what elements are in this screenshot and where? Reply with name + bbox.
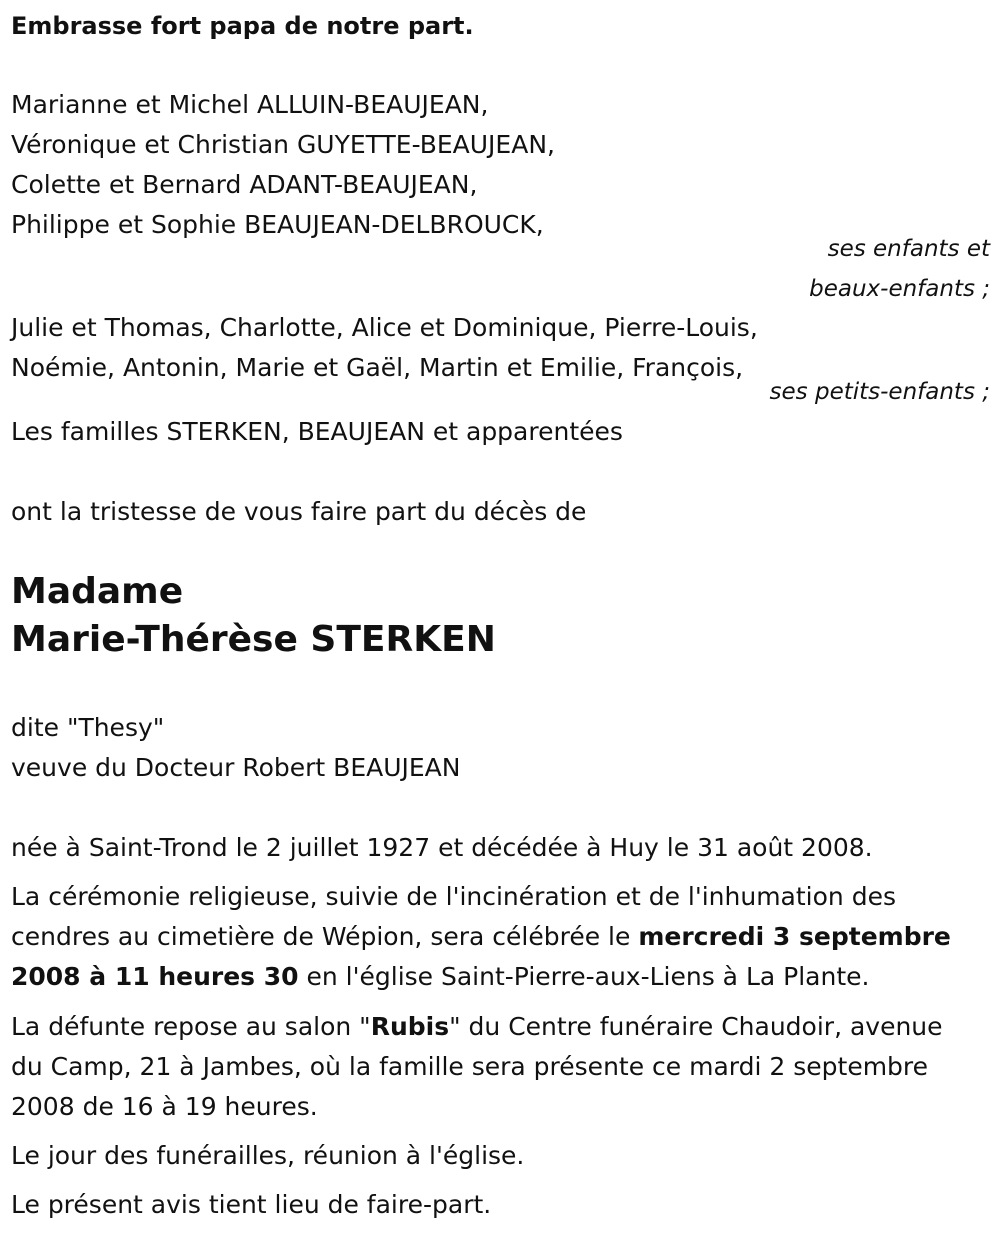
viewing-line: du Camp, 21 à Jambes, où la famille sera présente ce mardi 2 septembre xyxy=(11,1052,929,1081)
grandchildren-role: ses petits-enfants ; xyxy=(769,379,990,405)
meeting-line: Le jour des funérailles, réunion à l'église. xyxy=(11,1141,525,1170)
child-line: Véronique et Christian GUYETTE-BEAUJEAN, xyxy=(11,130,555,159)
deceased-name: Marie-Thérèse STERKEN xyxy=(11,619,496,660)
announcement-line: ont la tristesse de vous faire part du décès de xyxy=(11,497,587,526)
widow-line: veuve du Docteur Robert BEAUJEAN xyxy=(11,753,461,782)
deceased-title: Madame xyxy=(11,571,184,612)
ceremony-line xyxy=(11,961,869,993)
child-line: Colette et Bernard ADANT-BEAUJEAN, xyxy=(11,170,478,199)
viewing-text: La défunte repose au salon " xyxy=(11,1012,371,1041)
children-role: ses enfants et xyxy=(827,236,990,262)
child-line: Philippe et Sophie BEAUJEAN-DELBROUCK, xyxy=(11,210,544,239)
birth-death-line: née à Saint-Trond le 2 juillet 1927 et décédée à Huy le 31 août 2008. xyxy=(11,833,873,862)
viewing-text: " du Centre funéraire Chaudoir, avenue xyxy=(449,1012,943,1041)
closing-line: Le présent avis tient lieu de faire-part. xyxy=(11,1190,492,1219)
ceremony-line xyxy=(11,921,951,953)
ceremony-text: cendres au cimetière de Wépion, sera célébrée le xyxy=(11,922,639,951)
child-line: Marianne et Michel ALLUIN-BEAUJEAN, xyxy=(11,90,489,119)
ceremony-line: La cérémonie religieuse, suivie de l'incinération et de l'inhumation des xyxy=(11,882,896,911)
ceremony-time: 2008 à 11 heures 30 xyxy=(11,962,299,991)
families-line: Les familles STERKEN, BEAUJEAN et apparentées xyxy=(11,417,623,446)
grandchildren-line: Noémie, Antonin, Marie et Gaël, Martin et Emilie, François, xyxy=(11,353,744,382)
ceremony-date: mercredi 3 septembre xyxy=(638,922,951,951)
viewing-salon: Rubis xyxy=(370,1012,450,1041)
ceremony-place: en l'église Saint-Pierre-aux-Liens à La Plante. xyxy=(298,962,870,991)
grandchildren-line: Julie et Thomas, Charlotte, Alice et Dominique, Pierre-Louis, xyxy=(11,313,758,342)
nickname-line: dite "Thesy" xyxy=(11,713,165,742)
viewing-line xyxy=(11,1011,943,1043)
intro-line: Embrasse fort papa de notre part. xyxy=(11,12,474,40)
viewing-line: 2008 de 16 à 19 heures. xyxy=(11,1092,318,1121)
children-role: beaux-enfants ; xyxy=(809,276,990,302)
